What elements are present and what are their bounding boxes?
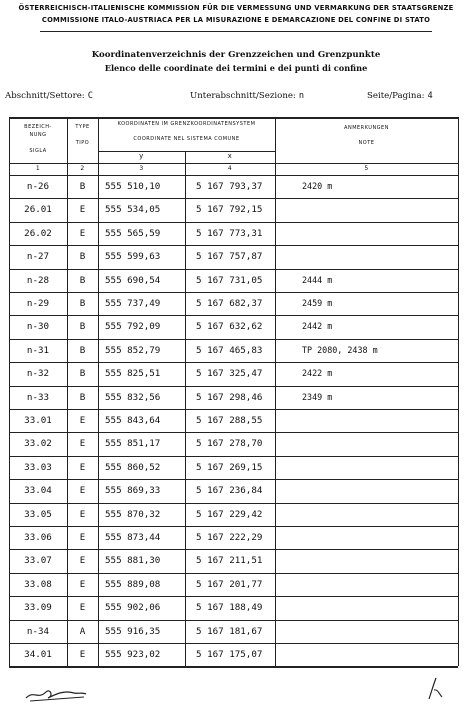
header-coordinates-de: KOORDINATEN IM GRENZKOORDINATENSYSTEM (117, 121, 256, 127)
section-field (5, 91, 93, 101)
row-y: 555 534,05 (105, 204, 161, 216)
row-border (9, 526, 458, 527)
row-sigla: 33.05 (24, 508, 52, 520)
row-x: 5 167 757,87 (196, 251, 263, 263)
row-border (9, 409, 458, 410)
row-tipo: E (79, 602, 86, 614)
row-x: 5 167 773,31 (196, 227, 263, 239)
header-y: y (139, 152, 144, 160)
header-sigla-line: SIGLA (29, 148, 47, 154)
row-note: TP 2080, 2438 m (302, 344, 378, 355)
row-x: 5 167 298,46 (196, 391, 263, 403)
column-number-5: 5 (364, 165, 369, 172)
header-bottom-border (9, 163, 458, 164)
row-note: 2444 m (302, 274, 333, 285)
subsection-value: n (298, 91, 305, 101)
table-right-border (458, 117, 459, 666)
row-tipo: B (79, 181, 86, 192)
section-value: C (87, 91, 93, 101)
row-tipo: E (79, 532, 86, 543)
row-y: 555 870,32 (105, 508, 161, 520)
subsection-field (190, 91, 304, 101)
row-y: 555 690,54 (105, 274, 161, 286)
row-border (9, 596, 458, 597)
row-tipo: E (79, 485, 86, 497)
row-sigla: 33.01 (24, 415, 52, 426)
header-x: x (227, 152, 233, 160)
column-border-2 (98, 117, 99, 666)
row-sigla: 26.02 (24, 227, 52, 239)
document-title-it: Elenco delle coordinate dei termini e dei punti di confine (104, 63, 368, 73)
row-note: 2459 m (302, 298, 333, 308)
row-y: 555 916,35 (105, 625, 161, 637)
row-border (9, 479, 458, 480)
page-value: 4 (427, 91, 433, 101)
signature-left (24, 684, 88, 704)
commission-title-de: ÖSTERREICHISCH-ITALIENISCHE KOMMISSION FÜR DIE VERMESSUNG UND VERMARKUNG DER STAATSGRENZE (18, 4, 454, 12)
row-border (9, 198, 458, 199)
header-tipo-line: TYPE (75, 124, 90, 130)
row-y: 555 873,44 (105, 532, 161, 543)
row-y: 555 825,51 (105, 368, 161, 380)
row-border (9, 292, 458, 293)
row-x: 5 167 211,51 (196, 555, 263, 567)
row-y: 555 889,08 (105, 578, 161, 590)
row-sigla: n-33 (26, 391, 50, 403)
row-x: 5 167 465,83 (196, 344, 263, 356)
row-y: 555 902,06 (105, 602, 161, 614)
row-tipo: E (79, 578, 86, 590)
row-tipo: E (79, 508, 86, 520)
table-top-border (9, 117, 458, 119)
row-sigla: 33.07 (24, 555, 52, 567)
row-sigla: n-27 (26, 251, 50, 263)
row-border (9, 503, 458, 504)
row-sigla: 33.08 (24, 578, 52, 590)
row-tipo: B (79, 321, 86, 333)
row-tipo: E (79, 415, 86, 426)
row-sigla: n-32 (26, 368, 50, 380)
column-number-4: 4 (227, 165, 233, 172)
commission-title-it: COMMISSIONE ITALO-AUSTRIACA PER LA MISURAZIONE E DEMARCAZIONE DEL CONFINE DI STATO (41, 16, 431, 24)
row-y: 555 792,09 (105, 321, 161, 333)
row-sigla: n-34 (26, 625, 50, 637)
row-sigla: n-28 (26, 274, 50, 286)
row-x: 5 167 632,62 (196, 321, 263, 333)
row-tipo: B (79, 251, 86, 263)
row-sigla: n-29 (26, 298, 50, 309)
row-tipo: B (79, 391, 86, 403)
row-tipo: E (79, 649, 86, 660)
row-border (9, 549, 458, 550)
section-label: Abschnitt/Settore: (5, 91, 85, 101)
row-y: 555 923,02 (105, 649, 161, 660)
row-sigla: n-31 (26, 344, 50, 356)
row-sigla: 33.04 (24, 485, 52, 497)
row-x: 5 167 175,07 (196, 649, 263, 660)
header-sigla-line: BEZEICH- (24, 124, 52, 130)
header-notes-de: ANMERKUNGEN (344, 125, 389, 131)
row-x: 5 167 269,15 (196, 461, 263, 473)
row-border (9, 269, 458, 270)
row-border (9, 573, 458, 574)
header-tipo-line: TIPO (75, 140, 90, 146)
row-border (9, 643, 458, 644)
column-number-1: 1 (35, 165, 41, 172)
row-x: 5 167 731,05 (196, 274, 263, 286)
row-sigla: 33.06 (24, 532, 52, 543)
header-sigla-line: NUNG (29, 132, 47, 138)
row-border (9, 315, 458, 316)
row-x: 5 167 288,55 (196, 415, 263, 426)
page-label: Seite/Pagina: (367, 91, 425, 101)
row-note: 2349 m (302, 391, 333, 402)
row-y: 555 852,79 (105, 344, 161, 356)
row-note: 2420 m (302, 181, 333, 191)
column-border-4 (275, 117, 276, 666)
row-tipo: B (79, 298, 86, 309)
row-tipo: E (79, 555, 86, 567)
header-coordinates-it: COORDINATE NEL SISTEMA COMUNE (133, 136, 240, 142)
row-y: 555 869,33 (105, 485, 161, 497)
header-notes-it: NOTE (358, 140, 375, 146)
row-x: 5 167 792,15 (196, 204, 263, 216)
document-title-de: Koordinatenverzeichnis der Grenzzeichen und Grenzpunkte (91, 50, 381, 60)
row-x: 5 167 181,67 (196, 625, 263, 637)
row-tipo: B (79, 344, 86, 356)
column-number-2: 2 (80, 165, 85, 172)
row-x: 5 167 682,37 (196, 298, 263, 309)
row-y: 555 599,63 (105, 251, 161, 263)
row-x: 5 167 188,49 (196, 602, 263, 614)
row-y: 555 860,52 (105, 461, 161, 473)
row-sigla: n-30 (26, 321, 50, 333)
row-sigla: 33.02 (24, 438, 52, 450)
row-x: 5 167 278,70 (196, 438, 263, 450)
column-number-3: 3 (139, 165, 144, 172)
row-tipo: A (79, 625, 86, 637)
row-border (9, 222, 458, 223)
row-border (9, 245, 458, 246)
row-border (9, 432, 458, 433)
row-tipo: E (79, 204, 86, 216)
row-y: 555 851,17 (105, 438, 161, 450)
header-rule (40, 31, 432, 32)
row-y: 555 737,49 (105, 298, 161, 309)
row-y: 555 832,56 (105, 391, 161, 403)
row-note: 2442 m (302, 321, 333, 332)
table-bottom-border (9, 666, 458, 667)
row-border (9, 386, 458, 387)
column-number-border (9, 175, 458, 176)
row-tipo: E (79, 461, 86, 473)
row-x: 5 167 325,47 (196, 368, 263, 380)
coordinate-subheader-border (98, 151, 275, 152)
page-field (367, 91, 433, 101)
subsection-label: Unterabschnitt/Sezione: (190, 91, 296, 101)
row-y: 555 881,30 (105, 555, 161, 567)
row-sigla: 34.01 (24, 649, 52, 660)
row-x: 5 167 236,84 (196, 485, 263, 497)
row-tipo: B (79, 368, 86, 380)
row-tipo: E (79, 227, 86, 239)
row-border (9, 456, 458, 457)
row-sigla: 26.01 (24, 204, 52, 216)
row-sigla: 33.09 (24, 602, 52, 614)
row-y: 555 565,59 (105, 227, 161, 239)
row-tipo: E (79, 438, 86, 450)
row-x: 5 167 229,42 (196, 508, 263, 520)
row-border (9, 620, 458, 621)
row-note: 2422 m (302, 368, 333, 379)
row-y: 555 843,64 (105, 415, 161, 426)
row-x: 5 167 201,77 (196, 578, 263, 590)
row-border (9, 339, 458, 340)
row-tipo: B (79, 274, 86, 286)
row-x: 5 167 793,37 (196, 181, 263, 192)
row-border (9, 362, 458, 363)
row-sigla: 33.03 (24, 461, 52, 473)
row-y: 555 510,10 (105, 181, 161, 192)
signature-right (425, 675, 445, 701)
row-x: 5 167 222,29 (196, 532, 263, 543)
row-sigla: n-26 (26, 181, 50, 192)
